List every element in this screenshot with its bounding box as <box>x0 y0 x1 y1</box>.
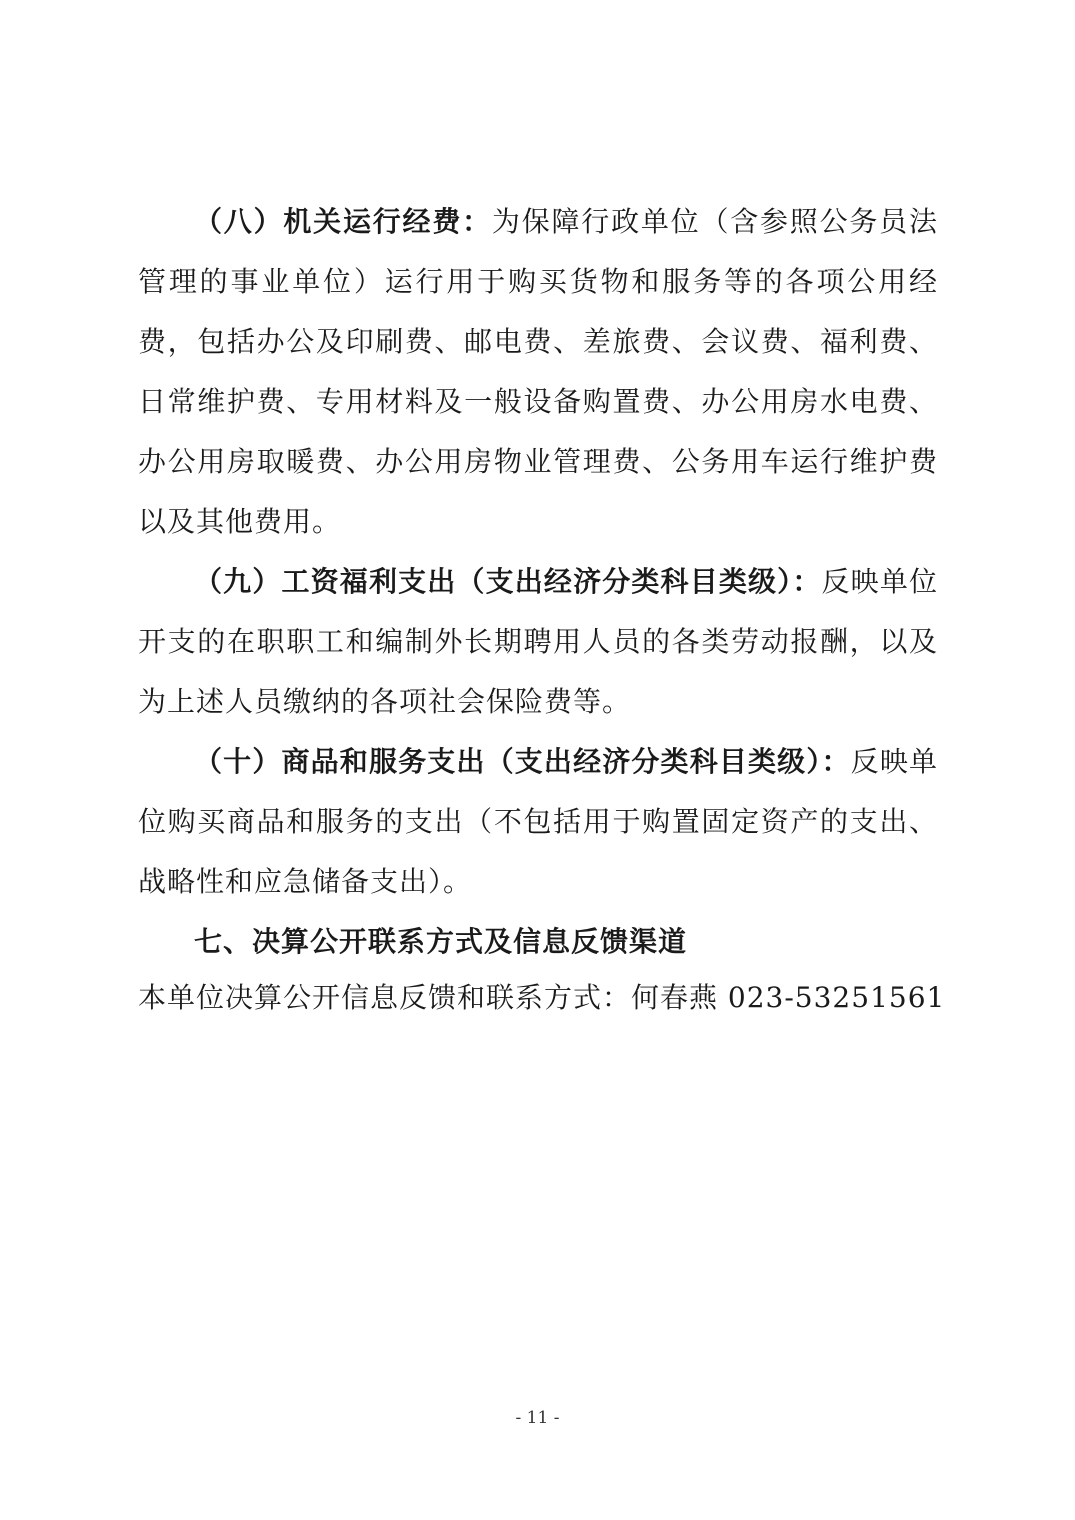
term-operating-expenses: （八）机关运行经费： <box>194 205 492 238</box>
paragraph-goods-services <box>138 732 938 912</box>
section-heading: 七、决算公开联系方式及信息反馈渠道 <box>194 925 688 958</box>
page-number: - 11 - <box>515 1408 560 1428</box>
paragraph-operating-expenses <box>138 192 938 552</box>
contact-line: 本单位决算公开信息反馈和联系方式：何春燕 023-53251561 <box>138 981 946 1014</box>
term-wage-welfare: （九）工资福利支出（支出经济分类科目类级）： <box>194 565 822 598</box>
term-goods-services: （十）商品和服务支出（支出经济分类科目类级）： <box>194 745 851 778</box>
definition-wage-welfare: 反映单位开支的在职职工和编制外长期聘用人员的各类劳动报酬，以及为上述人员缴纳的各项社会保险费等。 <box>138 565 938 718</box>
definition-goods-services: 反映单位购买商品和服务的支出（不包括用于购置固定资产的支出、战略性和应急储备支出）。 <box>138 745 938 898</box>
document-body <box>138 192 946 1024</box>
paragraph-wage-welfare <box>138 552 938 732</box>
definition-operating-expenses: 为保障行政单位（含参照公务员法管理的事业单位）运行用于购买货物和服务等的各项公用经费，包括办公及印刷费、邮电费、差旅费、会议费、福利费、日常维护费、专用材料及一般设备购置费、办公用房水电费、办公用房取暖费、办公用房物业管理费、公务用车运行维护费以及其他费用。 <box>138 205 938 538</box>
